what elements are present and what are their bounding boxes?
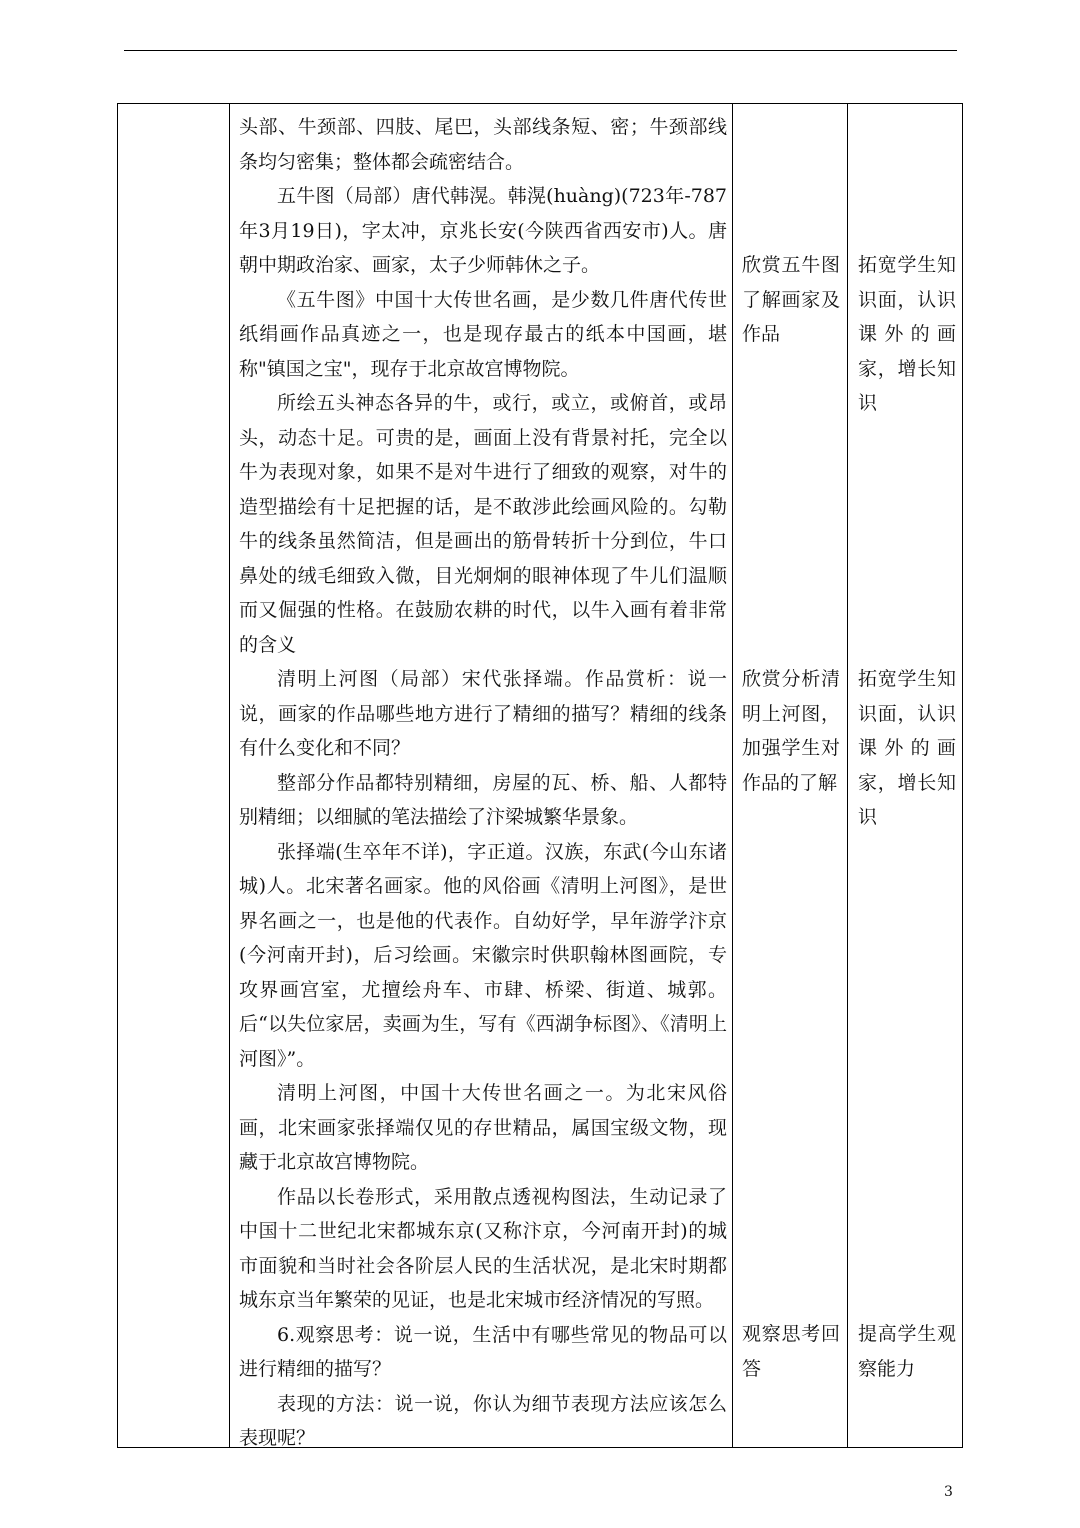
page-number: 3 xyxy=(944,1484,953,1500)
design-intent-wuniu: 拓宽学生知识面，认识课外的画家，增长知识 xyxy=(858,254,956,414)
header-rule xyxy=(124,50,957,51)
student-activity-qingming: 欣赏分析清明上河图，加强学生对作品的了解 xyxy=(742,668,840,794)
content-paragraph: 表现的方法：说一说，你认为细节表现方法应该怎么表现呢？ xyxy=(239,1392,727,1449)
lesson-table xyxy=(117,103,963,1448)
content-paragraph: 头部、牛颈部、四肢、尾巴，头部线条短、密；牛颈部线条均匀密集；整体都会疏密结合。 xyxy=(239,116,727,173)
content-paragraph: 作品以长卷形式，采用散点透视构图法，生动记录了中国十二世纪北宋都城东京(又称汴京，今河南开封)的城市面貌和当时社会各阶层人民的生活状况，是北宋时期都城东京当年繁荣的见证，也是北宋城市经济情况的写照。 xyxy=(239,1185,727,1311)
content-paragraph: 清明上河图，中国十大传世名画之一。为北宋风俗画，北宋画家张择端仅见的存世精品，属国宝级文物，现藏于北京故宫博物院。 xyxy=(239,1082,727,1173)
design-intent-qingming: 拓宽学生知识面，认识课外的画家，增长知识 xyxy=(858,668,956,828)
column-divider xyxy=(229,104,230,1447)
content-paragraph: 张择端(生卒年不详)，字正道。汉族，东武(今山东诸城)人。北宋著名画家。他的风俗画《清明上河图》，是世界名画之一，也是他的代表作。自幼好学，早年游学汴京(今河南开封)，后习绘画。宋徽宗时供职翰林图画院，专攻界画宫室，尤擅绘舟车、市肆、桥梁、街道、城郭。后“以失位家居，卖画为生，写有《西湖争标图》、《清明上河图》”。 xyxy=(239,840,727,1070)
content-paragraph: 所绘五头神态各异的牛，或行，或立，或俯首，或昂头，动态十足。可贵的是，画面上没有背景衬托，完全以牛为表现对象，如果不是对牛进行了细致的观察，对牛的造型描绘有十足把握的话，是不敢涉此绘画风险的。勾勒牛的线条虽然简洁，但是画出的筋骨转折十分到位，牛口鼻处的绒毛细致入微，目光炯炯的眼神体现了牛儿们温顺而又倔强的性格。在鼓励农耕的时代，以牛入画有着非常的含义 xyxy=(239,392,727,656)
content-paragraph: 清明上河图（局部）宋代张择端。作品赏析：说一说，画家的作品哪些地方进行了精细的描写？精细的线条有什么变化和不同？ xyxy=(239,668,727,759)
content-paragraph: 《五牛图》中国十大传世名画，是少数几件唐代传世纸绢画作品真迹之一，也是现存最古的纸本中国画，堪称"镇国之宝"，现存于北京故宫博物院。 xyxy=(239,288,727,380)
content-paragraph: 6.观察思考：说一说，生活中有哪些常见的物品可以进行精细的描写？ xyxy=(239,1323,727,1380)
content-paragraph: 五牛图（局部）唐代韩滉。韩滉(huàng)(723年-787年3月19日)，字太冲，京兆长安(今陕西省西安市)人。唐朝中期政治家、画家，太子少师韩休之子。 xyxy=(239,185,727,276)
student-activity-wuniu: 欣赏五牛图了解画家及作品 xyxy=(742,254,840,345)
design-intent-observe: 提高学生观察能力 xyxy=(858,1323,956,1380)
student-activity-observe: 观察思考回答 xyxy=(742,1323,840,1380)
teaching-content-cell xyxy=(239,110,727,1456)
column-divider xyxy=(732,104,733,1447)
content-paragraph: 整部分作品都特别精细，房屋的瓦、桥、船、人都特别精细；以细腻的笔法描绘了汴梁城繁华景象。 xyxy=(239,771,727,828)
column-divider xyxy=(847,104,848,1447)
